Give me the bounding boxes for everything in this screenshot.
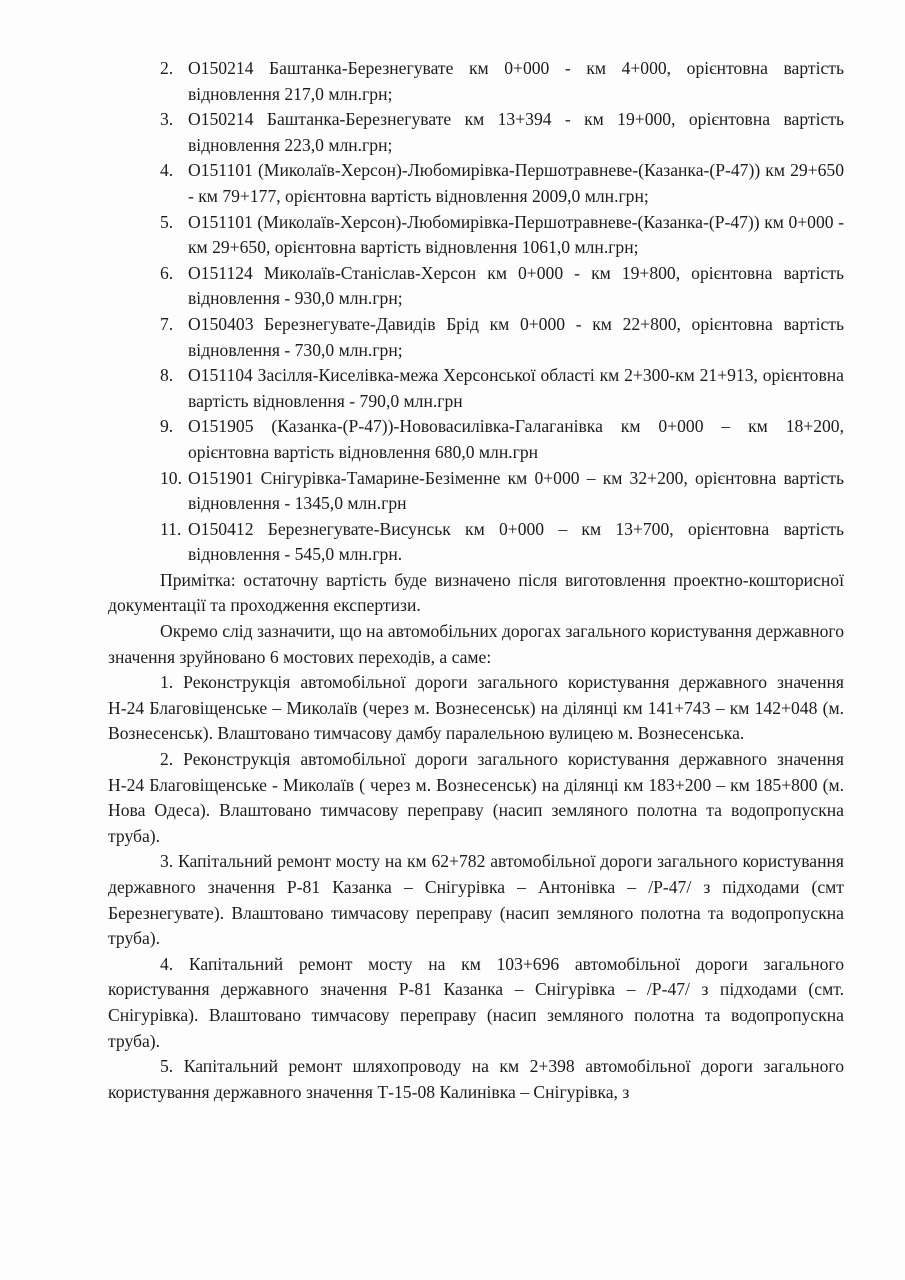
list-number: 5.	[160, 211, 174, 232]
bridge-item: 2. Реконструкція автомобільної дороги загального користування державного значення Н-24 Благовіщенське - Миколаїв ( через м. Вознесенськ) на ділянці км 183+200 – км 185+800 (м. Нова Одеса). Влаштовано тимчасову переправу (насип земляного полотна та водопропускна труба).	[108, 749, 844, 846]
list-item	[160, 517, 844, 568]
list-text: О150214 Баштанка-Березнегувате км 13+394 - км 19+000, орієнтовна вартість відновлення 223,0 млн.грн;	[188, 109, 844, 155]
list-number: 11.	[160, 518, 182, 539]
list-number: 9.	[160, 416, 174, 437]
list-text: О150214 Баштанка-Березнегувате км 0+000 - км 4+000, орієнтовна вартість відновлення 217,0 млн.грн;	[188, 58, 844, 104]
list-item	[160, 363, 844, 414]
list-text: О151905 (Казанка-(Р-47))-Нововасилівка-Галаганівка км 0+000 – км 18+200, орієнтовна вартість відновлення 680,0 млн.грн	[188, 416, 844, 462]
list-item	[160, 210, 844, 261]
intro-paragraph: Окремо слід зазначити, що на автомобільних дорогах загального користування державного значення зруйновано 6 мостових переходів, а саме:	[108, 621, 845, 667]
list-number: 10.	[160, 467, 182, 488]
bridge-item: 4. Капітальний ремонт мосту на км 103+696 автомобільної дороги загального користування державного значення Р-81 Казанка – Снігурівка – /Р-47/ з підходами (смт. Снігурівка). Влаштовано тимчасову переправу (насип земляного полотна та водопропускна труба).	[108, 953, 844, 1051]
list-item	[160, 414, 844, 465]
list-number: 7.	[160, 313, 174, 334]
list-item	[160, 158, 844, 209]
list-text: О151101 (Миколаїв-Херсон)-Любомирівка-Першотравневе-(Казанка-(Р-47)) км 0+000 - км 29+650, орієнтовна вартість відновлення 1061,0 млн.грн;	[188, 211, 844, 258]
list-number: 3.	[160, 109, 174, 130]
list-item	[160, 56, 844, 107]
list-text: О150412 Березнегувате-Висунськ км 0+000 – км 13+700, орієнтовна вартість відновлення - 545,0 млн.грн.	[188, 518, 844, 565]
bridge-item: 3. Капітальний ремонт мосту на км 62+782 автомобільної дороги загального користування державного значення Р-81 Казанка – Снігурівка – Антонівка – /Р-47/ з підходами (смт Березнегувате). Влаштовано тимчасову переправу (насип земляного полотна та водопропускна труба).	[108, 851, 844, 949]
list-number: 4.	[160, 160, 174, 181]
list-text: О151124 Миколаїв-Станіслав-Херсон км 0+000 - км 19+800, орієнтовна вартість відновлення - 930,0 млн.грн;	[188, 262, 844, 309]
list-item	[160, 312, 844, 363]
document-body	[108, 56, 845, 1105]
list-item	[160, 466, 844, 517]
note-paragraph: Примітка: остаточну вартість буде визначено після виготовлення проектно-кошторисної документації та проходження експертизи.	[108, 569, 844, 616]
list-number: 2.	[160, 58, 174, 78]
list-text: О150403 Березнегувате-Давидів Брід км 0+000 - км 22+800, орієнтовна вартість відновлення - 730,0 млн.грн;	[188, 313, 844, 360]
list-number: 8.	[160, 365, 174, 386]
bridge-item: 1. Реконструкція автомобільної дороги загального користування державного значення Н-24 Благовіщенське – Миколаїв (через м. Вознесенськ) на ділянці км 141+743 – км 142+048 (м. Вознесенськ). Влаштовано тимчасову дамбу паралельною вулицею м. Вознесенська.	[108, 672, 844, 744]
list-item	[160, 107, 844, 158]
list-text: О151901 Снігурівка-Тамарине-Безіменне км 0+000 – км 32+200, орієнтовна вартість відновлення - 1345,0 млн.грн	[188, 467, 844, 514]
list-text: О151101 (Миколаїв-Херсон)-Любомирівка-Першотравневе-(Казанка-(Р-47)) км 29+650 - км 79+177, орієнтовна вартість відновлення 2009,0 млн.грн;	[188, 160, 844, 206]
list-number: 6.	[160, 262, 174, 283]
bridge-item: 5. Капітальний ремонт шляхопроводу на км 2+398 автомобільної дороги загального користування державного значення Т-15-08 Калинівка – Снігурівка, з	[108, 1056, 844, 1102]
list-item	[160, 261, 844, 312]
list-text: О151104 Засілля-Киселівка-межа Херсонської області км 2+300-км 21+913, орієнтовна вартість відновлення - 790,0 млн.грн	[188, 365, 844, 411]
